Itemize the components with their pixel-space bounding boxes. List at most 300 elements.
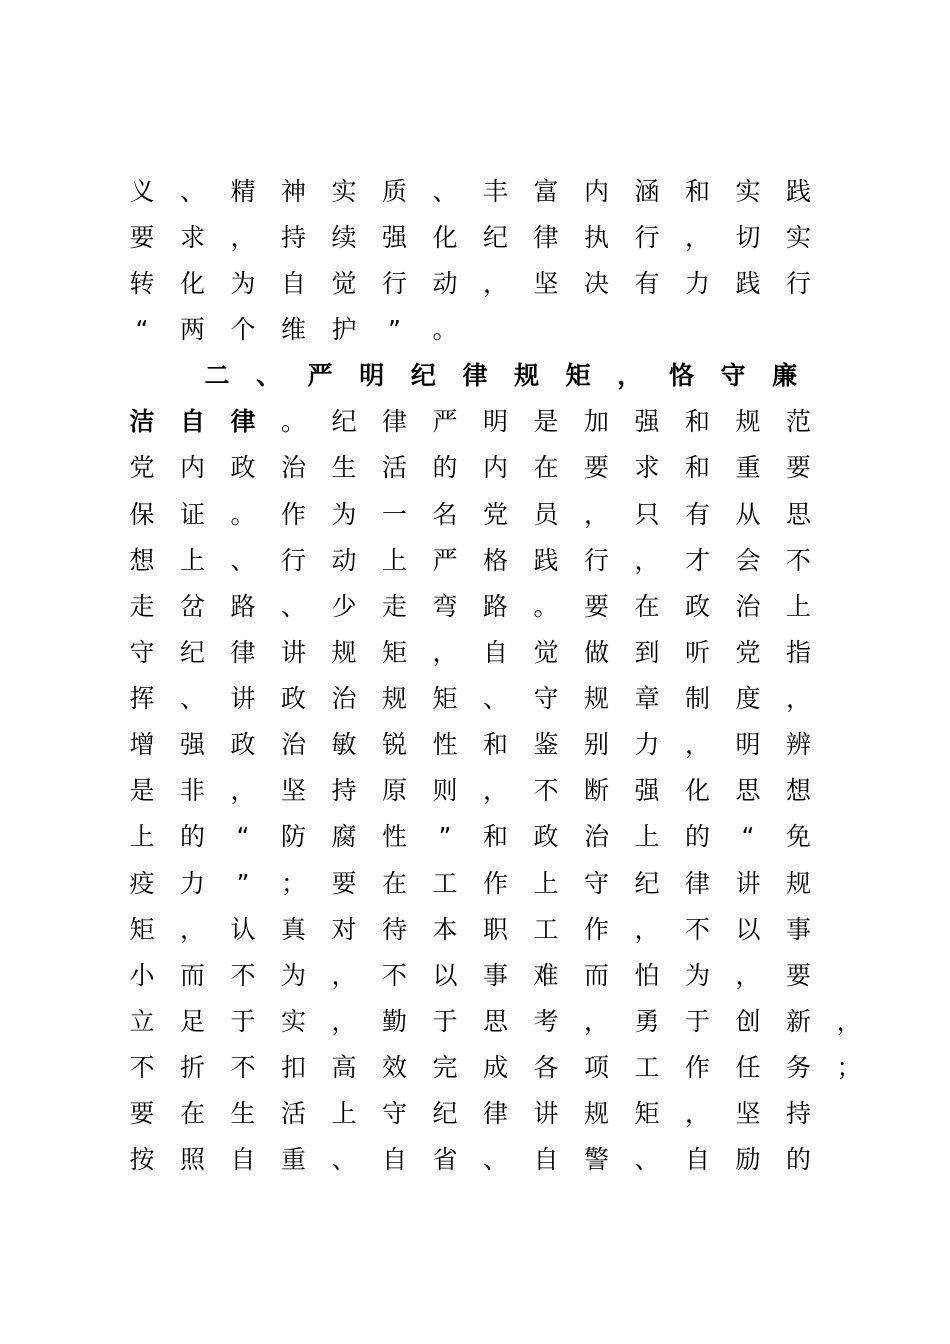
text-line	[0, 679, 950, 725]
text-glyph: ，	[684, 1099, 710, 1128]
text-glyph: 于	[230, 1007, 256, 1036]
text-glyph: 不	[785, 546, 811, 575]
text-glyph: 范	[785, 407, 811, 436]
text-glyph: 明	[482, 407, 508, 436]
text-glyph: ，	[684, 223, 710, 252]
text-glyph: 政	[230, 730, 256, 759]
text-glyph: 。	[432, 315, 458, 344]
text-glyph: “	[236, 822, 250, 851]
text-glyph: 制	[684, 684, 710, 713]
text-glyph: 在	[533, 453, 559, 482]
text-glyph: 认	[230, 915, 256, 944]
text-glyph: 、	[331, 1145, 357, 1174]
text-glyph: 内	[583, 177, 609, 206]
text-glyph: 想	[129, 546, 155, 575]
text-glyph: 自	[280, 269, 306, 298]
text-glyph: 决	[583, 269, 609, 298]
text-glyph: 律	[230, 407, 256, 436]
text-glyph: 律	[230, 638, 256, 667]
text-glyph: 事	[482, 961, 508, 990]
text-glyph: 防	[280, 822, 306, 851]
text-glyph: 勤	[381, 1007, 407, 1036]
text-glyph: ，	[785, 684, 811, 713]
text-glyph: 实	[785, 223, 811, 252]
text-glyph: 明	[359, 361, 385, 390]
text-glyph: 强	[634, 407, 660, 436]
text-glyph: 疫	[129, 869, 155, 898]
text-line	[0, 817, 950, 863]
text-glyph: 维	[280, 315, 306, 344]
text-glyph: 、	[256, 361, 282, 390]
text-glyph: 有	[684, 500, 710, 529]
text-line	[0, 310, 950, 356]
text-glyph: 守	[129, 638, 155, 667]
text-glyph: 作	[583, 915, 609, 944]
text-glyph: 路	[230, 592, 256, 621]
text-glyph: 弯	[432, 592, 458, 621]
text-glyph: 持	[331, 776, 357, 805]
text-glyph: 高	[331, 1053, 357, 1082]
text-glyph: 度	[735, 684, 761, 713]
text-glyph: 内	[179, 453, 205, 482]
text-glyph: 执	[583, 223, 609, 252]
text-glyph: ，	[583, 1007, 609, 1036]
text-glyph: 而	[179, 961, 205, 990]
text-glyph: 怕	[634, 961, 660, 990]
text-glyph: 力	[179, 869, 205, 898]
text-glyph: 。	[230, 500, 256, 529]
text-glyph: 思	[785, 500, 811, 529]
text-glyph: 鉴	[533, 730, 559, 759]
text-glyph: 矩	[634, 1099, 660, 1128]
text-glyph: 腐	[331, 822, 357, 851]
text-glyph: 政	[230, 453, 256, 482]
text-glyph: 以	[735, 915, 761, 944]
text-glyph: 坚	[280, 776, 306, 805]
text-glyph: 想	[785, 776, 811, 805]
text-glyph: 自	[381, 1145, 407, 1174]
text-glyph: ，	[331, 1007, 357, 1036]
text-glyph: 续	[331, 223, 357, 252]
text-glyph: 省	[432, 1145, 458, 1174]
text-glyph: 小	[129, 961, 155, 990]
text-glyph: 讲	[735, 869, 761, 898]
text-glyph: 是	[129, 776, 155, 805]
text-glyph: 本	[432, 915, 458, 944]
text-glyph: 不	[533, 776, 559, 805]
text-glyph: 只	[634, 500, 660, 529]
text-glyph: 格	[482, 546, 508, 575]
text-glyph: 足	[179, 1007, 205, 1036]
text-glyph: 职	[482, 915, 508, 944]
text-glyph: 活	[280, 1099, 306, 1128]
text-glyph: 、	[634, 1145, 660, 1174]
text-glyph: 成	[482, 1053, 508, 1082]
text-glyph: 敏	[331, 730, 357, 759]
text-glyph: 行	[634, 223, 660, 252]
text-glyph: ”	[438, 822, 452, 851]
text-glyph: 则	[432, 776, 458, 805]
text-glyph: 践	[533, 546, 559, 575]
text-glyph: 在	[634, 592, 660, 621]
text-glyph: 务	[785, 1053, 811, 1082]
text-glyph: ，	[482, 269, 508, 298]
text-line	[0, 771, 950, 817]
text-glyph: 员	[533, 500, 559, 529]
text-glyph: ，	[684, 730, 710, 759]
text-glyph: 内	[482, 453, 508, 482]
text-glyph: 行	[785, 269, 811, 298]
text-glyph: 一	[381, 500, 407, 529]
text-glyph: 真	[280, 915, 306, 944]
text-line	[0, 633, 950, 679]
text-glyph: 行	[280, 546, 306, 575]
text-line	[0, 1002, 950, 1048]
text-glyph: 力	[634, 730, 660, 759]
text-glyph: 化	[684, 776, 710, 805]
text-glyph: 不	[684, 915, 710, 944]
text-glyph: 听	[684, 638, 710, 667]
text-line	[0, 495, 950, 541]
text-glyph: 于	[684, 1007, 710, 1036]
text-glyph: 纪	[179, 638, 205, 667]
text-glyph: 政	[533, 822, 559, 851]
text-glyph: 强	[179, 730, 205, 759]
text-glyph: “	[741, 822, 755, 851]
text-glyph: 坚	[735, 1099, 761, 1128]
text-glyph: 和	[684, 407, 710, 436]
text-glyph: 断	[583, 776, 609, 805]
text-glyph: 以	[432, 961, 458, 990]
text-glyph: 和	[482, 822, 508, 851]
text-glyph: 不	[381, 961, 407, 990]
text-glyph: 为	[230, 269, 256, 298]
text-glyph: 纪	[410, 361, 436, 390]
text-glyph: 有	[634, 269, 660, 298]
text-line	[0, 864, 950, 910]
text-glyph: 政	[280, 684, 306, 713]
text-glyph: 洁	[129, 407, 155, 436]
text-glyph: 对	[331, 915, 357, 944]
text-glyph: 二	[204, 361, 230, 390]
text-glyph: 考	[533, 1007, 559, 1036]
text-glyph: “	[135, 315, 149, 344]
text-glyph: 不	[230, 961, 256, 990]
text-glyph: 上	[785, 592, 811, 621]
text-glyph: ”	[388, 315, 401, 344]
text-glyph: 矩	[565, 361, 591, 390]
text-glyph: 实	[280, 1007, 306, 1036]
text-line	[0, 218, 950, 264]
text-glyph: 行	[381, 269, 407, 298]
text-glyph: 护	[331, 315, 357, 344]
text-glyph: 作	[482, 869, 508, 898]
text-glyph: 照	[179, 1145, 205, 1174]
text-glyph: 原	[381, 776, 407, 805]
text-glyph: 思	[735, 776, 761, 805]
text-glyph: 路	[482, 592, 508, 621]
text-glyph: 明	[735, 730, 761, 759]
text-glyph: 实	[331, 177, 357, 206]
text-glyph: ；	[280, 869, 306, 898]
text-glyph: 动	[432, 269, 458, 298]
text-glyph: 律	[381, 407, 407, 436]
text-glyph: 别	[583, 730, 609, 759]
text-glyph: 性	[432, 730, 458, 759]
text-glyph: 待	[381, 915, 407, 944]
text-glyph: 矩	[129, 915, 155, 944]
text-glyph: 践	[735, 269, 761, 298]
text-glyph: 上	[179, 546, 205, 575]
text-glyph: 、	[179, 684, 205, 713]
text-glyph: 严	[432, 407, 458, 436]
text-glyph: 律	[482, 1099, 508, 1128]
text-glyph: 、	[179, 177, 205, 206]
text-glyph: 规	[785, 869, 811, 898]
text-glyph: 自	[179, 407, 205, 436]
text-glyph: 作	[684, 1053, 710, 1082]
text-glyph: 岔	[179, 592, 205, 621]
text-glyph: 上	[533, 869, 559, 898]
text-glyph: 力	[684, 269, 710, 298]
text-glyph: 纪	[482, 223, 508, 252]
text-glyph: 丰	[482, 177, 508, 206]
text-glyph: 党	[482, 500, 508, 529]
text-glyph: 切	[735, 223, 761, 252]
text-glyph: 持	[785, 1099, 811, 1128]
text-glyph: 才	[684, 546, 710, 575]
text-glyph: 规	[331, 638, 357, 667]
text-glyph: 神	[280, 177, 306, 206]
text-glyph: 是	[533, 407, 559, 436]
text-glyph: 治	[280, 730, 306, 759]
text-glyph: 。	[533, 592, 559, 621]
text-glyph: 保	[129, 500, 155, 529]
text-glyph: 纪	[634, 869, 660, 898]
text-glyph: 的	[432, 453, 458, 482]
text-glyph: 强	[634, 776, 660, 805]
text-line	[0, 264, 950, 310]
text-glyph: 生	[230, 1099, 256, 1128]
text-glyph: ，	[617, 361, 643, 390]
text-glyph: 要	[129, 223, 155, 252]
text-glyph: ，	[583, 500, 609, 529]
text-glyph: 和	[684, 453, 710, 482]
text-glyph: 的	[179, 822, 205, 851]
text-glyph: 工	[634, 1053, 660, 1082]
text-glyph: 证	[179, 500, 205, 529]
text-glyph: 纪	[432, 1099, 458, 1128]
text-glyph: 在	[179, 1099, 205, 1128]
text-glyph: 章	[634, 684, 660, 713]
text-line	[0, 172, 950, 218]
text-glyph: 指	[785, 638, 811, 667]
text-glyph: 折	[179, 1053, 205, 1082]
text-glyph: 质	[381, 177, 407, 206]
text-glyph: ，	[634, 546, 660, 575]
text-glyph: 精	[230, 177, 256, 206]
text-glyph: 上	[381, 546, 407, 575]
text-glyph: 作	[280, 500, 306, 529]
text-line	[0, 956, 950, 1002]
text-glyph: 创	[735, 1007, 761, 1036]
text-glyph: 严	[432, 546, 458, 575]
text-glyph: ，	[482, 776, 508, 805]
text-glyph: 讲	[280, 638, 306, 667]
text-glyph: 各	[533, 1053, 559, 1082]
text-glyph: 律	[533, 223, 559, 252]
text-glyph: 而	[583, 961, 609, 990]
text-glyph: 按	[129, 1145, 155, 1174]
text-line	[0, 587, 950, 633]
text-glyph: 自	[684, 1145, 710, 1174]
text-glyph: 要	[785, 453, 811, 482]
text-glyph: ，	[331, 961, 357, 990]
text-glyph: 、	[230, 546, 256, 575]
text-glyph: 为	[331, 500, 357, 529]
text-glyph: 任	[735, 1053, 761, 1082]
text-glyph: 勇	[634, 1007, 660, 1036]
text-glyph: 要	[785, 961, 811, 990]
text-glyph: ，	[432, 638, 458, 667]
text-glyph: 守	[720, 361, 746, 390]
text-glyph: 性	[381, 822, 407, 851]
text-glyph: 不	[129, 1053, 155, 1082]
text-glyph: 规	[514, 361, 540, 390]
text-glyph: 增	[129, 730, 155, 759]
text-glyph: 个	[230, 315, 256, 344]
text-glyph: 严	[307, 361, 333, 390]
text-glyph: 持	[280, 223, 306, 252]
text-glyph: 从	[735, 500, 761, 529]
text-glyph: 守	[533, 684, 559, 713]
text-glyph: 辨	[785, 730, 811, 759]
text-glyph: 律	[462, 361, 488, 390]
text-glyph: 到	[634, 638, 660, 667]
text-glyph: 觉	[331, 269, 357, 298]
text-glyph: 走	[129, 592, 155, 621]
text-glyph: 励	[735, 1145, 761, 1174]
text-glyph: ；	[836, 1053, 862, 1082]
text-glyph: 治	[280, 453, 306, 482]
text-glyph: 实	[735, 177, 761, 206]
text-glyph: ”	[236, 869, 250, 898]
text-glyph: 、	[482, 684, 508, 713]
text-glyph: 矩	[381, 638, 407, 667]
text-glyph: 守	[583, 869, 609, 898]
text-glyph: 生	[331, 453, 357, 482]
text-glyph: 律	[684, 869, 710, 898]
text-line	[0, 725, 950, 771]
text-glyph: 富	[533, 177, 559, 206]
text-line	[0, 1048, 950, 1094]
text-glyph: 和	[482, 730, 508, 759]
text-glyph: 要	[331, 869, 357, 898]
text-glyph: 规	[583, 1099, 609, 1128]
text-glyph: 规	[381, 684, 407, 713]
text-glyph: 立	[129, 1007, 155, 1036]
text-glyph: 求	[634, 453, 660, 482]
text-glyph: 要	[583, 592, 609, 621]
text-glyph: 、	[432, 177, 458, 206]
text-glyph: 思	[482, 1007, 508, 1036]
text-glyph: 挥	[129, 684, 155, 713]
text-line	[0, 448, 950, 494]
text-glyph: 、	[280, 592, 306, 621]
text-glyph: 自	[230, 1145, 256, 1174]
text-glyph: 上	[129, 822, 155, 851]
text-glyph: 行	[583, 546, 609, 575]
text-glyph: 为	[280, 961, 306, 990]
text-glyph: 涵	[634, 177, 660, 206]
text-glyph: 项	[583, 1053, 609, 1082]
text-glyph: 、	[482, 1145, 508, 1174]
text-glyph: 强	[381, 223, 407, 252]
text-glyph: 名	[432, 500, 458, 529]
text-line	[0, 402, 950, 448]
text-glyph: 于	[432, 1007, 458, 1036]
text-glyph: 工	[432, 869, 458, 898]
text-glyph: 在	[381, 869, 407, 898]
text-glyph: ，	[735, 961, 761, 990]
text-glyph: 新	[785, 1007, 811, 1036]
text-glyph: 党	[735, 638, 761, 667]
text-glyph: 扣	[280, 1053, 306, 1082]
text-glyph: 工	[533, 915, 559, 944]
text-glyph: 警	[583, 1145, 609, 1174]
text-glyph: 上	[331, 1099, 357, 1128]
text-glyph: 觉	[533, 638, 559, 667]
text-glyph: 化	[432, 223, 458, 252]
text-glyph: 治	[583, 822, 609, 851]
text-glyph: 守	[381, 1099, 407, 1128]
text-glyph: 免	[785, 822, 811, 851]
text-glyph: 要	[129, 1099, 155, 1128]
text-glyph: 完	[432, 1053, 458, 1082]
text-glyph: 践	[785, 177, 811, 206]
text-glyph: 难	[533, 961, 559, 990]
text-glyph: 治	[735, 592, 761, 621]
text-glyph: 和	[684, 177, 710, 206]
text-glyph: 纪	[331, 407, 357, 436]
text-line	[0, 1140, 950, 1186]
text-glyph: 走	[381, 592, 407, 621]
text-glyph: 廉	[772, 361, 798, 390]
text-glyph: ，	[230, 776, 256, 805]
text-glyph: 。	[280, 407, 306, 436]
text-glyph: 矩	[432, 684, 458, 713]
text-glyph: 非	[179, 776, 205, 805]
text-glyph: 政	[684, 592, 710, 621]
text-glyph: 动	[331, 546, 357, 575]
text-line	[0, 1094, 950, 1140]
text-glyph: 坚	[533, 269, 559, 298]
text-glyph: 治	[331, 684, 357, 713]
text-glyph: 会	[735, 546, 761, 575]
text-glyph: 上	[634, 822, 660, 851]
text-glyph: ，	[230, 223, 256, 252]
text-glyph: 效	[381, 1053, 407, 1082]
text-glyph: 自	[533, 1145, 559, 1174]
text-glyph: 化	[179, 269, 205, 298]
text-glyph: 不	[230, 1053, 256, 1082]
text-glyph: ，	[179, 915, 205, 944]
text-glyph: 规	[735, 407, 761, 436]
text-glyph: 事	[785, 915, 811, 944]
text-glyph: 自	[482, 638, 508, 667]
text-glyph: 为	[684, 961, 710, 990]
text-glyph: 规	[583, 684, 609, 713]
